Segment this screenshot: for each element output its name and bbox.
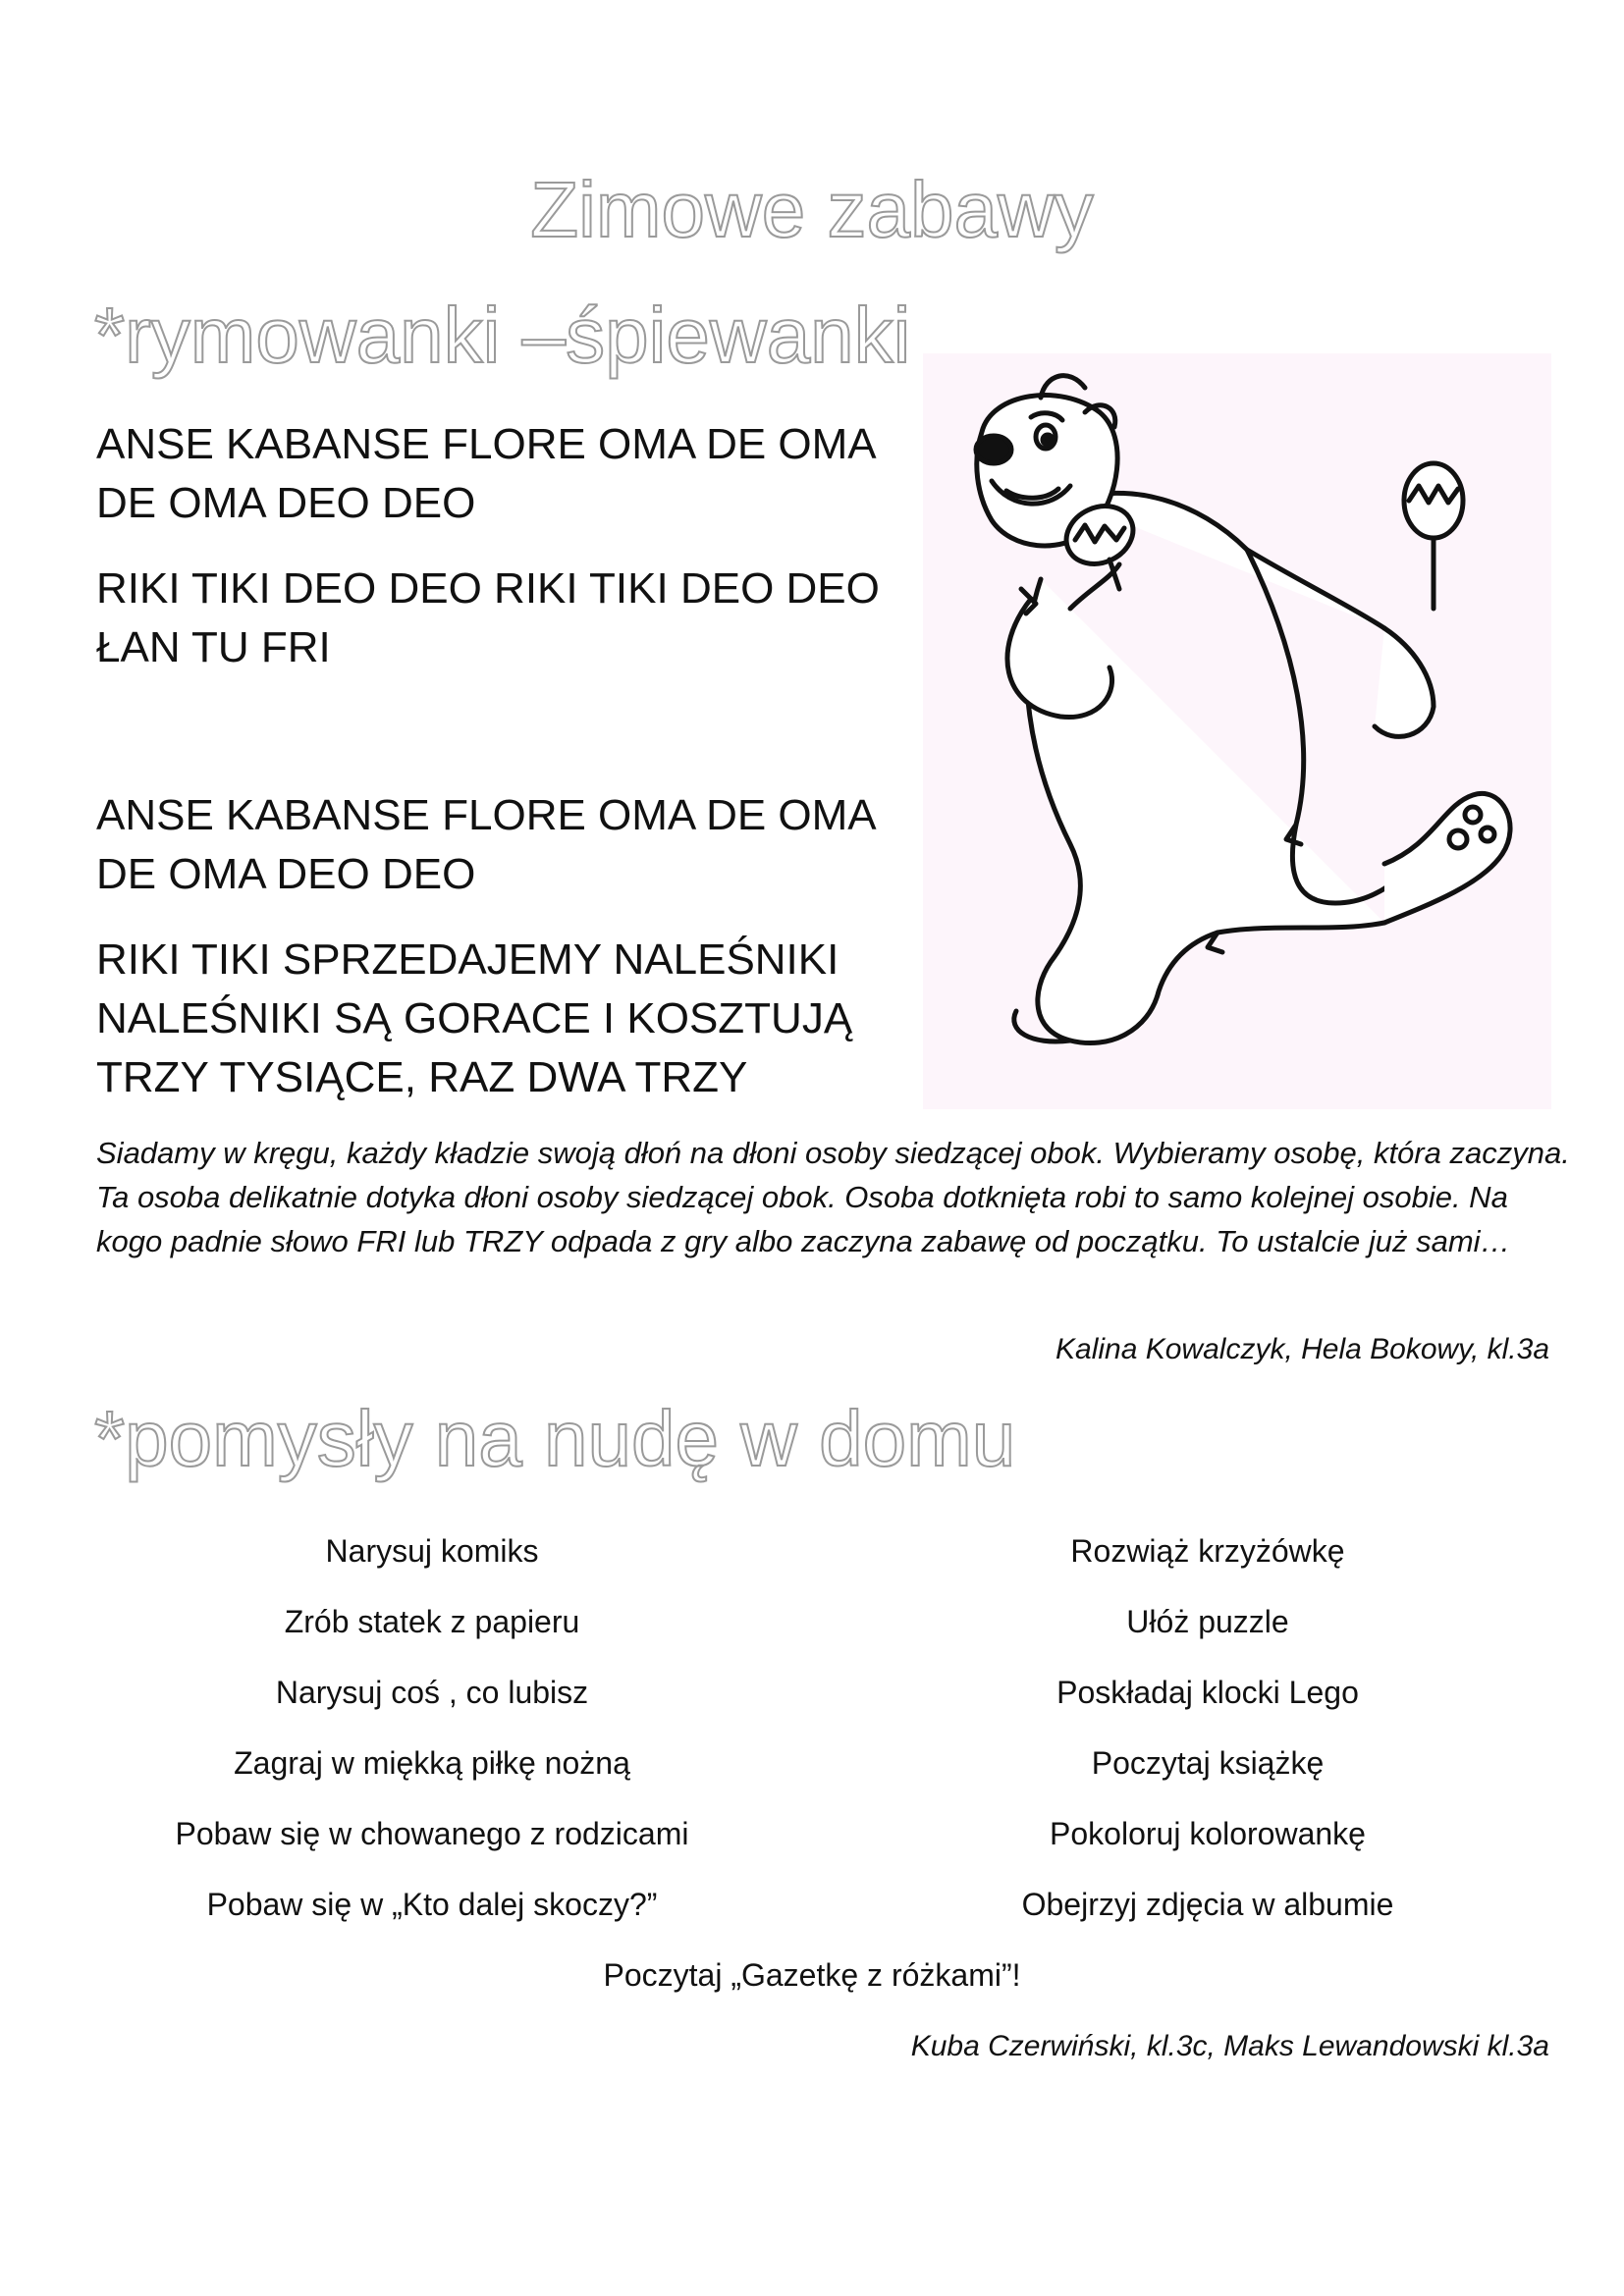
section-heading-ideas: *pomysły na nudę w domu — [94, 1395, 1016, 1482]
list-item: Poczytaj książkę — [1091, 1745, 1325, 1781]
verse-line: RIKI TIKI SPRZEDAJEMY NALEŚNIKI — [96, 935, 839, 984]
verse-line: ŁAN TU FRI — [96, 623, 331, 671]
list-item: Pobaw się w chowanego z rodzicami — [175, 1816, 689, 1851]
list-item: Narysuj komiks — [325, 1533, 539, 1569]
verse-line: DE OMA DEO DEO — [96, 479, 476, 527]
page-title: Zimowe zabawy — [530, 166, 1094, 253]
verse-line: ANSE KABANSE FLORE OMA DE OMA — [96, 791, 877, 839]
list-item: Pobaw się w „Kto dalej skoczy?” — [206, 1887, 658, 1922]
list-item: Pokoloruj kolorowankę — [1050, 1816, 1366, 1851]
verse-1 — [96, 415, 877, 533]
list-item: Zrób statek z papieru — [284, 1604, 580, 1639]
verse-4 — [96, 931, 852, 1107]
bear-with-maracas-illustration — [923, 353, 1551, 1109]
verse-line: TRZY TYSIĄCE, RAZ DWA TRZY — [96, 1053, 748, 1101]
list-item: Zagraj w miękką piłkę nożną — [234, 1745, 630, 1781]
author-credit: Kuba Czerwiński, kl.3c, Maks Lewandowski kl.3a — [910, 2030, 1549, 2062]
verse-2 — [96, 560, 880, 677]
verse-line: RIKI TIKI DEO DEO RIKI TIKI DEO DEO — [96, 564, 880, 613]
list-item: Narysuj coś , co lubisz — [275, 1675, 589, 1710]
list-item: Obejrzyj zdjęcia w albumie — [1021, 1887, 1394, 1922]
list-item: Rozwiąż krzyżówkę — [1070, 1533, 1345, 1569]
author-credit: Kalina Kowalczyk, Hela Bokowy, kl.3a — [1056, 1333, 1549, 1365]
verse-line: NALEŚNIKI SĄ GORACE I KOSZTUJĄ — [96, 994, 853, 1042]
list-item: Poskładaj klocki Lego — [1056, 1675, 1359, 1710]
verse-line: DE OMA DEO DEO — [96, 850, 476, 898]
verse-line: ANSE KABANSE FLORE OMA DE OMA — [96, 420, 877, 468]
section-heading-rhymes: *rymowanki –śpiewanki — [94, 292, 911, 379]
verse-3 — [96, 786, 877, 904]
game-instructions: Siadamy w kręgu, każdy kładzie swoją dłoń na dłoni osoby siedzącej obok. Wybieramy osobę, która zaczyna. Ta osoba delikatnie dotyka dłoni osoby siedzącej obok. Osoba dotknięta robi to samo kolejnej osobie. Na kogo padnie słowo FRI lub TRZY odpada z gry albo zaczyna zabawę od początku. To ustalcie już sami… — [96, 1136, 1570, 1258]
list-item-final: Poczytaj „Gazetkę z różkami”! — [603, 1957, 1021, 1993]
list-item: Ułóż puzzle — [1126, 1604, 1289, 1639]
